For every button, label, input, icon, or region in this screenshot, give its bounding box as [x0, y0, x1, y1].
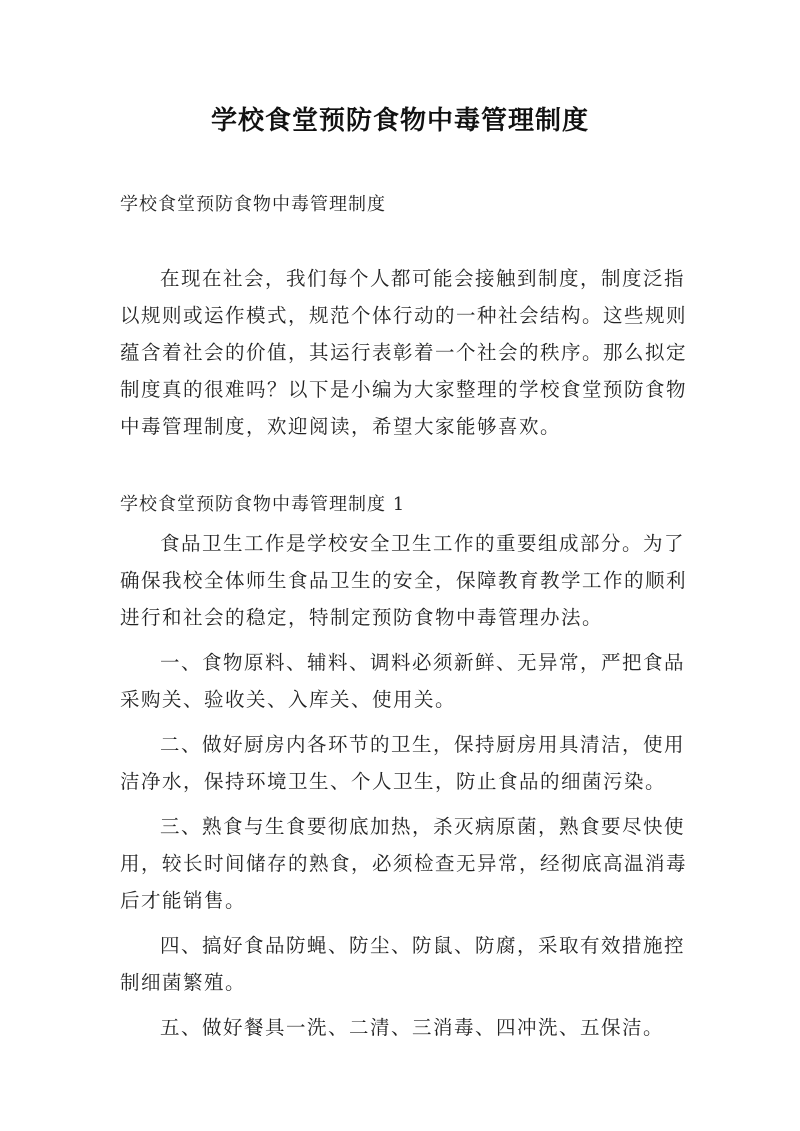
rule-item-5: 五、做好餐具一洗、二清、三消毒、四冲洗、五保洁。 [160, 1016, 665, 1039]
document-subtitle: 学校食堂预防食物中毒管理制度 [120, 194, 386, 215]
document-title: 学校食堂预防食物中毒管理制度 [210, 106, 589, 136]
rule-item-2: 二、做好厨房内各环节的卫生，保持厨房用具清洁，使用洁净水，保持环境卫生、个人卫生，防止食品的细菌污染。 [120, 733, 686, 793]
rule-item-3: 三、熟食与生食要彻底加热，杀灭病原菌，熟食要尽快使用，较长时间储存的熟食，必须检查无异常，经彻底高温消毒后才能销售。 [120, 815, 688, 912]
section-heading: 学校食堂预防食物中毒管理制度 1 [120, 494, 406, 515]
section-body [120, 525, 698, 1054]
intro-paragraph: 在现在社会，我们每个人都可能会接触到制度，制度泛指以规则或运作模式，规范个体行动的一种社会结构。这些规则蕴含着社会的价值，其运行表彰着一个社会的秩序。那么拟定制度真的很难吗？以下是小编为大家整理的学校食堂预防食物中毒管理制度，欢迎阅读，希望大家能够喜欢。 [120, 267, 688, 438]
body-paragraph: 食品卫生工作是学校安全卫生工作的重要组成部分。为了确保我校全体师生食品卫生的安全，保障教育教学工作的顺利进行和社会的稳定，特制定预防食物中毒管理办法。 [120, 532, 688, 629]
rule-item-4: 四、搞好食品防蝇、防尘、防鼠、防腐，采取有效措施控制细菌繁殖。 [120, 934, 686, 994]
rule-item-1: 一、食物原料、辅料、调料必须新鲜、无异常，严把食品采购关、验收关、入库关、使用关。 [120, 651, 686, 711]
